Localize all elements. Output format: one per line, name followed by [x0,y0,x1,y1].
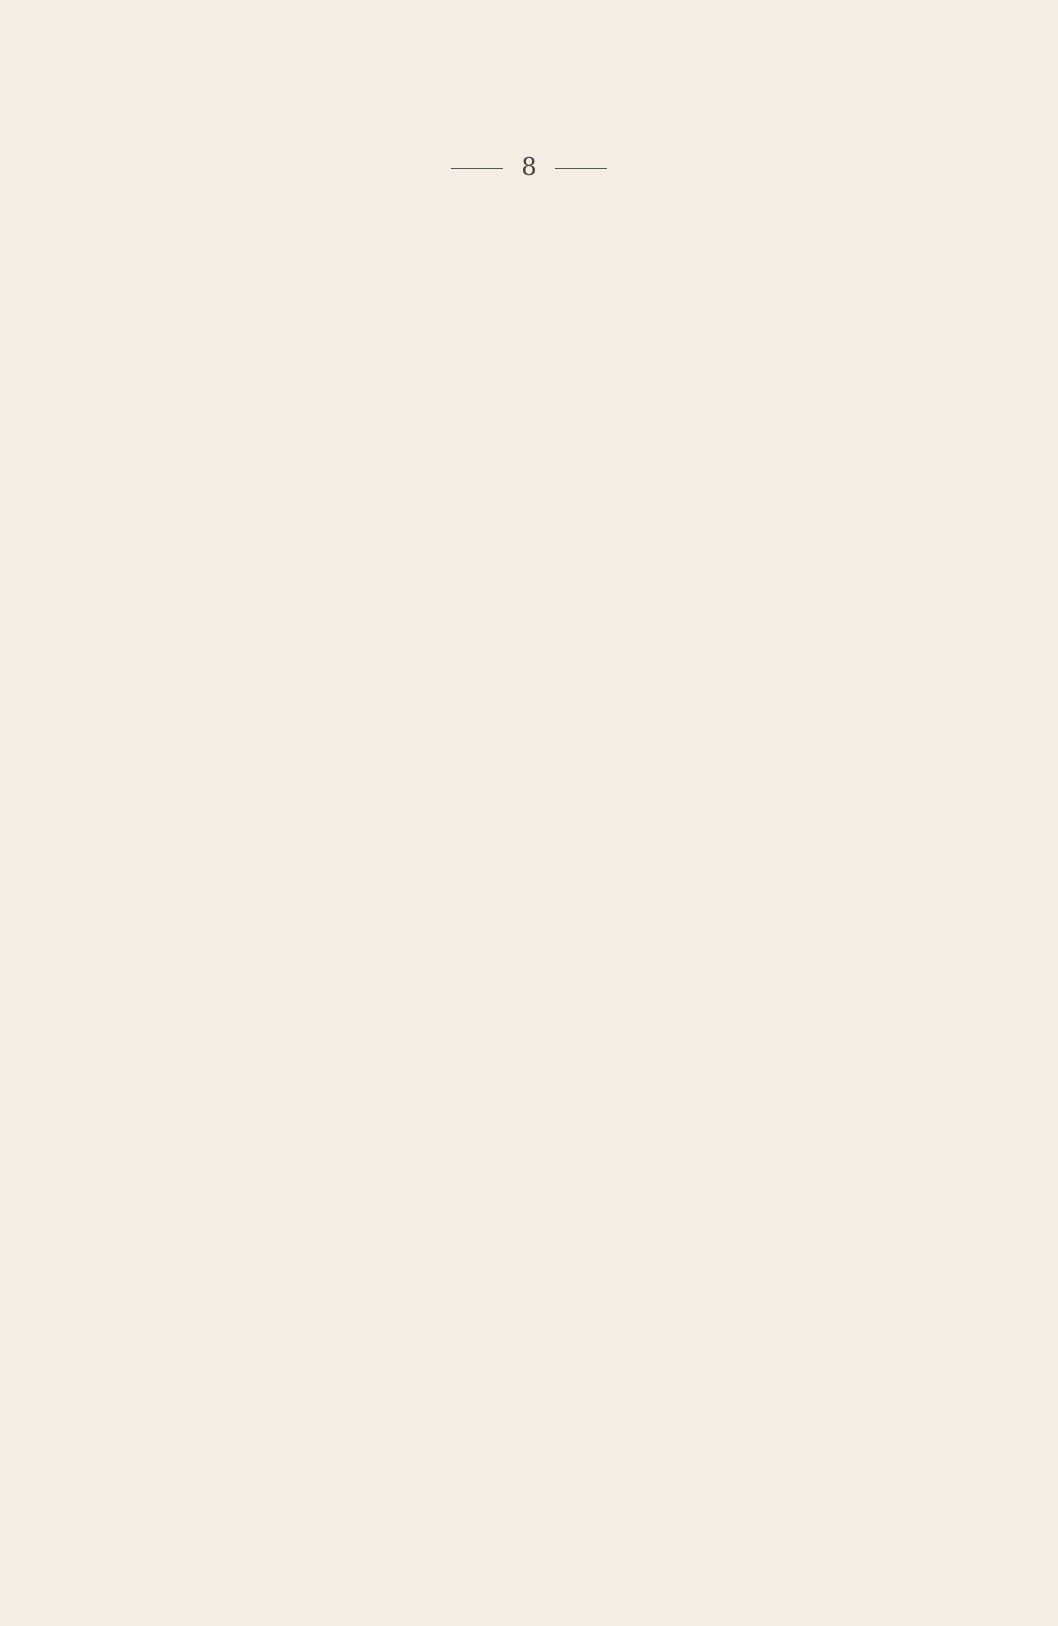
page-number: 8 [521,153,537,181]
page-header [0,152,1058,182]
header-rule-left [451,168,503,169]
header-rule-right [555,168,607,169]
